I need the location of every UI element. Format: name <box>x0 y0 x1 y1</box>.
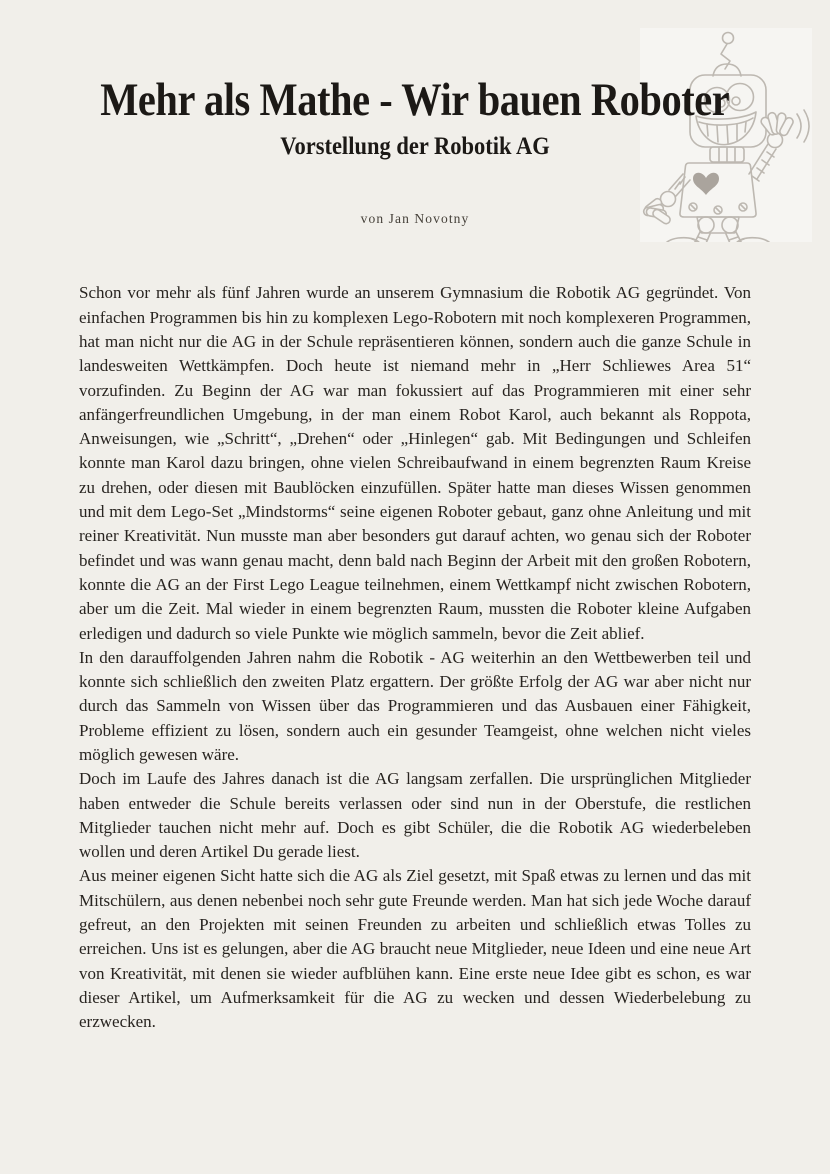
paragraph: Aus meiner eigenen Sicht hatte sich die AG als Ziel gesetzt, mit Spaß etwas zu lernen und das mit Mitschülern, aus denen nebenbei noch sehr gute Freunde werden. Man hat sich jede Woche darauf gefreut, an den Projekten mit seinen Freunden zu arbeiten und schließlich etwas Tolles zu erreichen. Uns ist es gelungen, aber die AG braucht neue Mitglieder, neue Ideen und eine neue Art von Kreativität, mit denen sie wieder aufblühen kann. Eine erste neue Idee gibt es schon, es war dieser Artikel, um Aufmerksamkeit für die AG zu wecken und dessen Wiederbelebung zu erzwecken. <box>79 866 751 1032</box>
article-body <box>79 281 751 1034</box>
page-subtitle: Vorstellung der Robotik AG <box>280 133 550 161</box>
byline: von Jan Novotny <box>360 211 470 227</box>
article-header <box>0 0 830 227</box>
paragraph: Doch im Laufe des Jahres danach ist die AG langsam zerfallen. Die ursprünglichen Mitglieder haben entweder die Schule bereits verlassen oder sind nun in der Oberstufe, die restlichen Mitglieder tauchen nicht mehr auf. Doch es gibt Schüler, die die Robotik AG wiederbeleben wollen und deren Artikel Du gerade liest. <box>79 769 751 862</box>
paragraph: In den darauffolgenden Jahren nahm die Robotik - AG weiterhin an den Wettbewerben teil und konnte sich schließlich den zweiten Platz ergattern. Der größte Erfolg der AG war aber nicht nur durch das Sammeln von Wissen über das Programmieren und das Ausbauen einer Fähigkeit, Probleme effizient zu lösen, sondern auch ein gesunder Teamgeist, ohne welchen nicht vieles möglich gewesen wäre. <box>79 647 751 764</box>
paragraph: Schon vor mehr als fünf Jahren wurde an unserem Gymnasium die Robotik AG gegründet. Von einfachen Programmen bis hin zu komplexen Lego-Robotern mit noch komplexeren Programmen, hat man nicht nur die AG in der Schule repräsentieren können, sondern auch die ganze Schule in landesweiten Wettkämpfen. Doch heute ist niemand mehr in „Herr Schliewes Area 51“ vorzufinden. Zu Beginn der AG war man fokussiert auf das Programmieren mit einer sehr anfängerfreundlichen Umgebung, in der man einem Robot Karol, auch bekannt als Roppota, Anweisungen, wie „Schritt“, „Drehen“ oder „Hinlegen“ gab. Mit Bedingungen und Schleifen konnte man Karol dazu bringen, ohne vielen Schreibaufwand in einem begrenzten Raum Kreise zu drehen, oder diesen mit Baublöcken einzufüllen. Später hatte man dieses Wissen genommen und mit dem Lego-Set „Mindstorms“ seine eigenen Roboter gebaut, ganz ohne Anleitung und mit reiner Kreativität. Nun musste man aber besonders gut darauf achten, wo genau sich der Roboter befindet und was wann genau macht, denn bald nach Beginn der Arbeit mit den großen Robotern, konnte die AG an der First Lego League teilnehmen, einem Wettkampf nicht zwischen Robotern, aber um die Zeit. Mal wieder in einem begrenzten Raum, mussten die Roboter kleine Aufgaben erledigen und dadurch so viele Punkte wie möglich sammeln, bevor die Zeit ablief. <box>79 283 751 643</box>
robot-shoes <box>660 238 776 242</box>
page-title: Mehr als Mathe - Wir bauen Roboter <box>100 74 730 126</box>
